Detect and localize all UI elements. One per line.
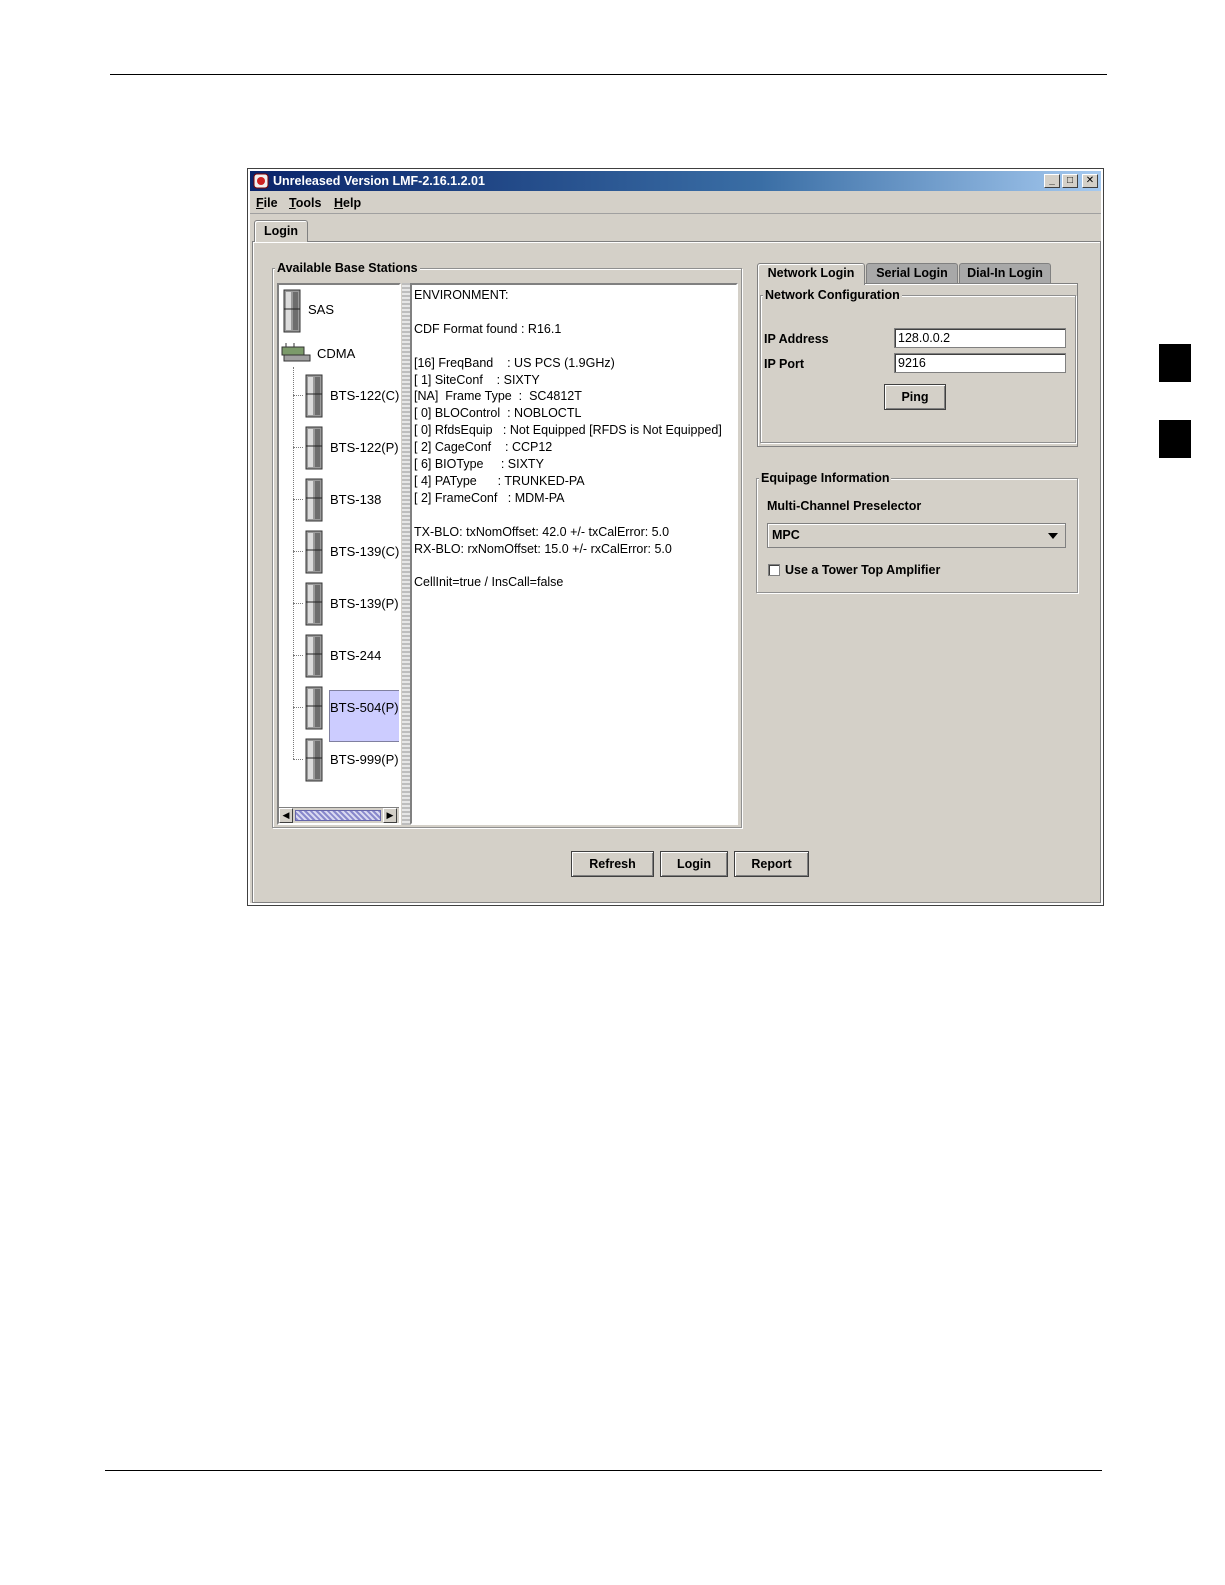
ping-button[interactable]: Ping bbox=[884, 384, 946, 410]
tree-label-sas: SAS bbox=[308, 302, 335, 317]
env-line: [ 4] PAType : TRUNKED-PA bbox=[414, 473, 585, 488]
frame-icon bbox=[303, 582, 325, 626]
tab-serial-login[interactable]: Serial Login bbox=[866, 263, 958, 284]
frame-icon bbox=[281, 289, 303, 333]
frame-icon bbox=[303, 738, 325, 782]
close-button[interactable] bbox=[1082, 174, 1098, 188]
tree-branch bbox=[293, 395, 303, 396]
menu-help-mnemonic: H bbox=[334, 196, 344, 210]
window-title: Unreleased Version LMF-2.16.1.2.01 bbox=[273, 174, 485, 188]
frame-icon bbox=[303, 478, 325, 522]
env-line: [ 2] CageConf : CCP12 bbox=[414, 440, 553, 455]
tower-amp-label[interactable]: Use a Tower Top Amplifier bbox=[785, 563, 941, 577]
menu-tools-rest: ools bbox=[295, 196, 322, 210]
scroll-right-icon: ▶ bbox=[386, 810, 394, 820]
network-config-title: Network Configuration bbox=[765, 288, 900, 302]
menu-help[interactable] bbox=[334, 196, 361, 210]
tree-branch bbox=[293, 551, 303, 552]
page-side-tab-1 bbox=[1159, 344, 1191, 382]
ip-port-label: IP Port bbox=[764, 357, 805, 371]
env-line: RX-BLO: rxNomOffset: 15.0 +/- rxCalError: 5.0 bbox=[414, 541, 672, 556]
tree-connector bbox=[293, 367, 294, 759]
base-station-tree[interactable] bbox=[277, 283, 401, 825]
login-button[interactable]: Login bbox=[660, 851, 728, 877]
tree-label-bts-122c: BTS-122(C) bbox=[330, 388, 400, 403]
preselector-value: MPC bbox=[772, 528, 800, 542]
env-line: [NA] Frame Type : SC4812T bbox=[414, 389, 582, 404]
menu-tools[interactable] bbox=[289, 196, 321, 210]
tree-branch bbox=[293, 603, 303, 604]
app-icon bbox=[253, 173, 269, 189]
title-bar[interactable] bbox=[250, 171, 1101, 191]
env-line: [16] FreqBand : US PCS (1.9GHz) bbox=[414, 355, 615, 370]
tree-branch bbox=[293, 499, 303, 500]
tree-label-bts-244: BTS-244 bbox=[330, 648, 382, 663]
env-line: [ 0] BLOControl : NOBLOCTL bbox=[414, 406, 582, 421]
env-line: CDF Format found : R16.1 bbox=[414, 321, 562, 336]
split-pane-divider[interactable] bbox=[402, 283, 410, 825]
preselector-dropdown[interactable] bbox=[767, 523, 1066, 548]
tree-horizontal-scrollbar[interactable] bbox=[279, 807, 399, 823]
tree-label-bts-138: BTS-138 bbox=[330, 492, 382, 507]
close-icon: ✕ bbox=[1085, 175, 1095, 186]
frame-icon bbox=[303, 374, 325, 418]
env-line: TX-BLO: txNomOffset: 42.0 +/- txCalError: 5.0 bbox=[414, 524, 670, 539]
minimize-icon: _ bbox=[1049, 175, 1055, 186]
chevron-down-icon bbox=[1048, 533, 1058, 539]
tree-label-bts-122p: BTS-122(P) bbox=[330, 440, 399, 455]
network-icon bbox=[280, 341, 312, 365]
frame-icon bbox=[303, 530, 325, 574]
page-bottom-rule bbox=[105, 1470, 1102, 1471]
scroll-thumb[interactable] bbox=[295, 810, 381, 821]
menu-bar bbox=[250, 192, 1101, 214]
env-line: [ 1] SiteConf : SIXTY bbox=[414, 372, 540, 387]
env-line: [ 2] FrameConf : MDM-PA bbox=[414, 490, 565, 505]
env-line: [ 6] BIOType : SIXTY bbox=[414, 457, 544, 472]
env-line bbox=[414, 507, 736, 524]
frame-icon bbox=[303, 686, 325, 730]
tab-network-login[interactable]: Network Login bbox=[757, 263, 865, 285]
frame-icon bbox=[303, 426, 325, 470]
refresh-button[interactable]: Refresh bbox=[571, 851, 654, 877]
lmf-window bbox=[248, 169, 1103, 905]
scroll-left-button[interactable] bbox=[279, 808, 293, 823]
env-line: ENVIRONMENT: bbox=[414, 288, 509, 302]
env-line bbox=[414, 338, 736, 355]
preselector-label: Multi-Channel Preselector bbox=[767, 499, 922, 513]
equipage-title: Equipage Information bbox=[761, 471, 890, 485]
ip-port-field[interactable]: 9216 bbox=[894, 353, 1066, 373]
tree-label-cdma: CDMA bbox=[317, 346, 356, 361]
tab-login[interactable]: Login bbox=[254, 220, 308, 242]
maximize-button[interactable] bbox=[1062, 174, 1078, 188]
env-line: [ 0] RfdsEquip : Not Equipped [RFDS is Not Equipped] bbox=[414, 423, 722, 438]
env-line bbox=[414, 558, 736, 575]
menu-file-rest: ile bbox=[263, 196, 278, 210]
env-line bbox=[414, 304, 736, 321]
tree-label-bts-504p: BTS-504(P) bbox=[330, 700, 399, 715]
frame-icon bbox=[303, 634, 325, 678]
environment-text[interactable] bbox=[410, 283, 738, 825]
page-side-tab-2 bbox=[1159, 420, 1191, 458]
tree-branch bbox=[293, 655, 303, 656]
tab-dialin-login[interactable]: Dial-In Login bbox=[959, 263, 1051, 284]
tree-label-bts-139p: BTS-139(P) bbox=[330, 596, 399, 611]
tree-label-bts-999p: BTS-999(P) bbox=[330, 752, 399, 767]
tower-amp-checkbox[interactable] bbox=[768, 564, 780, 576]
minimize-button[interactable] bbox=[1044, 174, 1060, 188]
base-stations-title: Available Base Stations bbox=[277, 261, 418, 275]
tree-branch bbox=[293, 707, 303, 708]
ip-address-label: IP Address bbox=[764, 332, 829, 346]
scroll-left-icon: ◀ bbox=[282, 810, 290, 820]
menu-tools-mnemonic: T bbox=[289, 196, 296, 210]
page-top-rule bbox=[110, 74, 1107, 75]
env-line: CellInit=true / InsCall=false bbox=[414, 575, 564, 590]
tree-branch bbox=[293, 447, 303, 448]
menu-help-rest: elp bbox=[343, 196, 362, 210]
ip-address-field[interactable]: 128.0.0.2 bbox=[894, 328, 1066, 348]
menu-file-mnemonic: F bbox=[256, 196, 264, 210]
menu-file[interactable] bbox=[256, 196, 278, 210]
scroll-right-button[interactable] bbox=[383, 808, 397, 823]
report-button[interactable]: Report bbox=[734, 851, 809, 877]
maximize-icon: □ bbox=[1066, 175, 1074, 186]
tree-label-bts-139c: BTS-139(C) bbox=[330, 544, 400, 559]
tree-branch bbox=[293, 759, 303, 760]
